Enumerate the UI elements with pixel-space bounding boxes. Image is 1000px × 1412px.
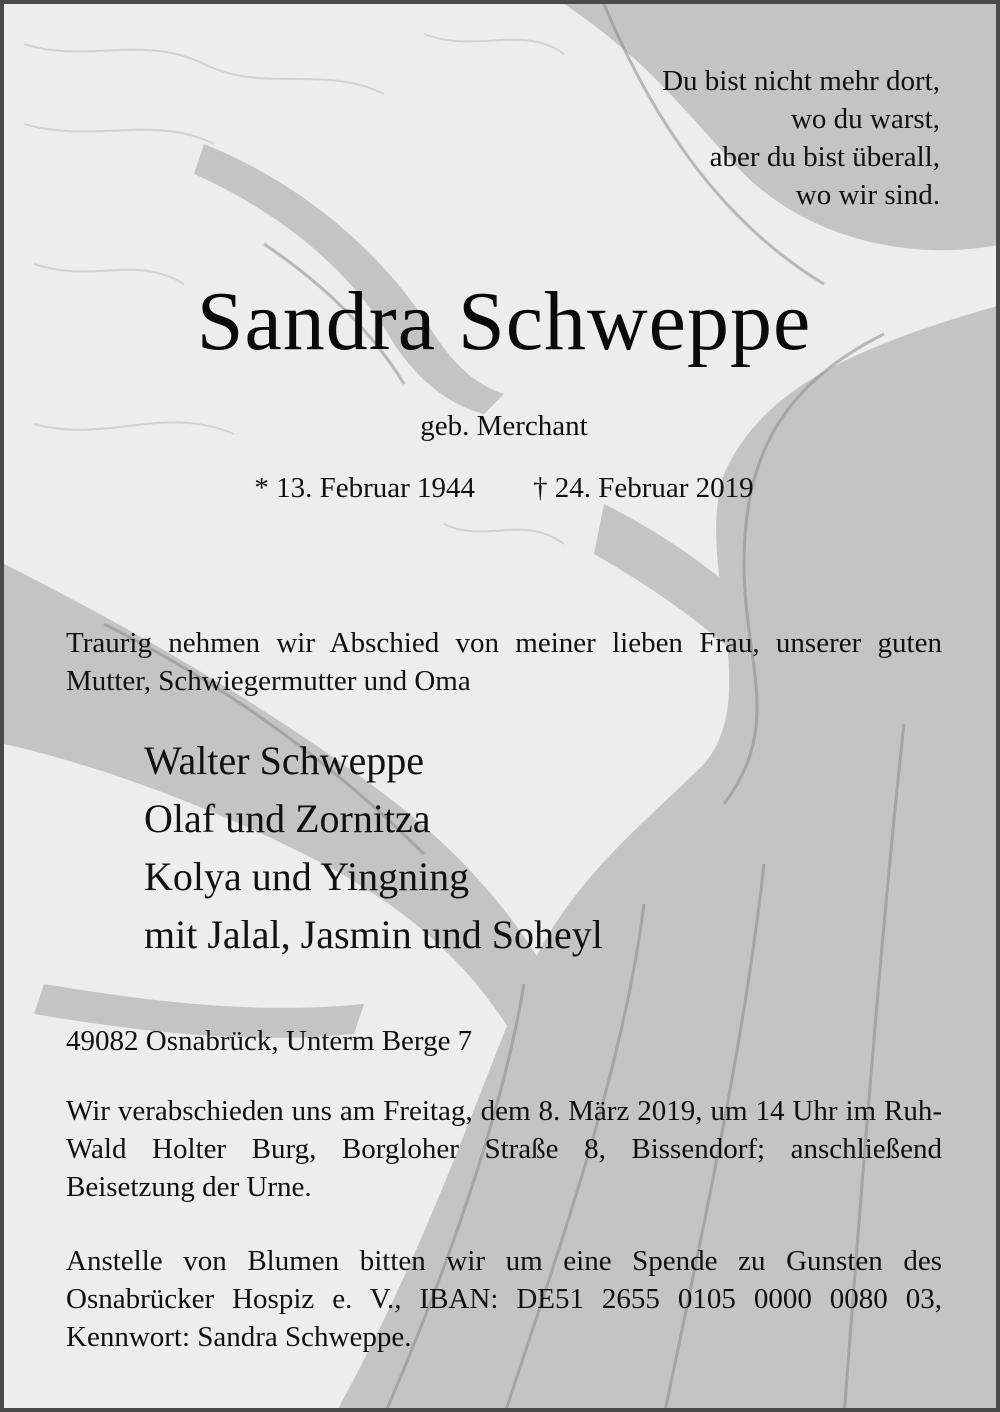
family-list: [144, 732, 603, 964]
birth-date: * 13. Februar 1944: [254, 472, 475, 504]
family-member: Kolya und Yingning: [144, 854, 470, 899]
announcement-text: Traurig nehmen wir Abschied von meiner lieben Frau, unserer guten Mutter, Schwiegermutter und Oma: [66, 627, 942, 697]
donation-text: Anstelle von Blumen bitten wir um eine Spende zu Gunsten des Osnabrücker Hospiz e. V., IBAN: DE51 2655 0105 0000 0080 03, Kennwort: Sandra Schweppe.: [66, 1245, 942, 1353]
address: 49082 Osnabrück, Unterm Berge 7: [66, 1025, 473, 1057]
death-date: † 24. Februar 2019: [533, 472, 754, 504]
poem-line: wo wir sind.: [795, 179, 940, 211]
poem: [662, 62, 940, 214]
poem-line: wo du warst,: [790, 103, 940, 135]
poem-line: Du bist nicht mehr dort,: [662, 65, 940, 97]
family-member: Walter Schweppe: [144, 738, 424, 783]
obituary-content: [4, 4, 1000, 1412]
family-member: Olaf und Zornitza: [144, 796, 431, 841]
life-dates: [4, 469, 1000, 507]
family-member: mit Jalal, Jasmin und Soheyl: [144, 912, 603, 957]
ceremony-text: Wir verabschieden uns am Freitag, dem 8. März 2019, um 14 Uhr im Ruh-Wald Holter Burg, Borgloher Straße 8, Bissendorf; anschließend Beisetzung der Urne.: [66, 1095, 942, 1203]
poem-line: aber du bist überall,: [709, 141, 940, 173]
maiden-name: geb. Merchant: [420, 410, 588, 442]
deceased-name: Sandra Schweppe: [196, 275, 812, 368]
